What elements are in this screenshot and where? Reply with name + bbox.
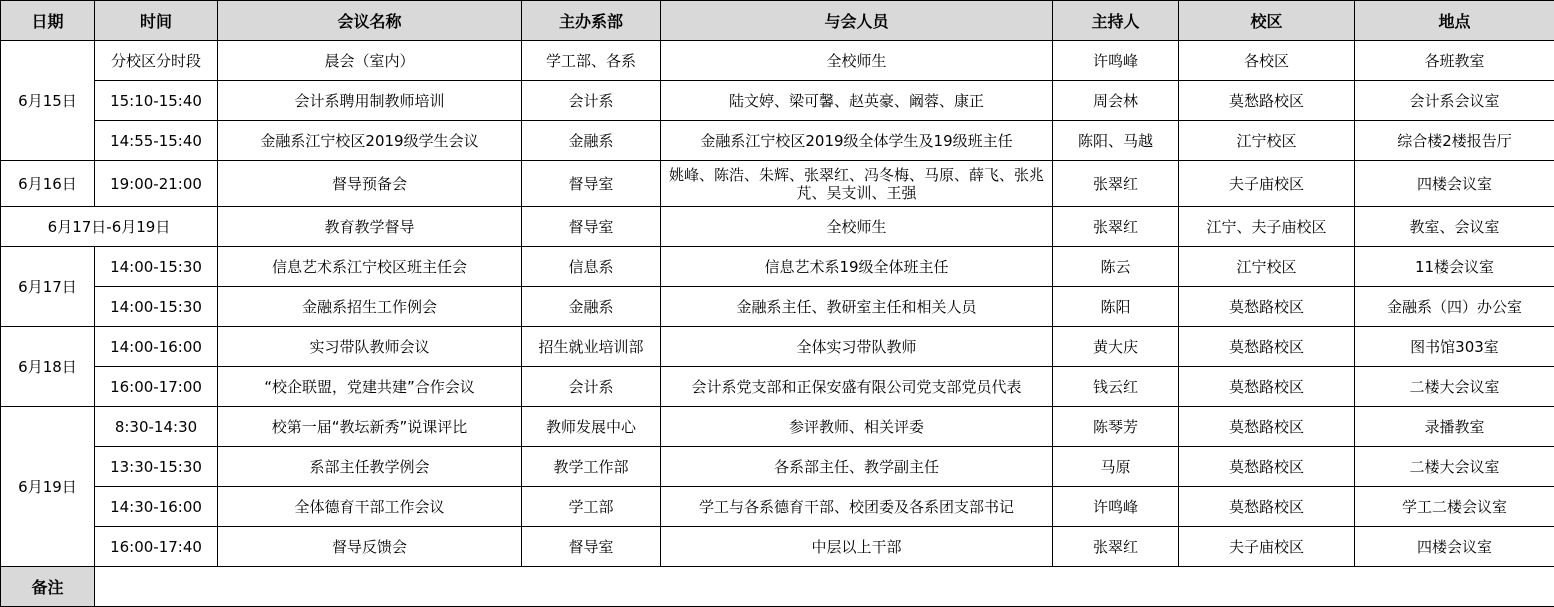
organizer-cell: 教师发展中心	[522, 407, 661, 447]
time-cell: 分校区分时段	[95, 41, 218, 81]
table-row	[1, 287, 1554, 327]
host-cell: 陈云	[1053, 247, 1179, 287]
campus-cell: 江宁、夫子庙校区	[1179, 207, 1355, 247]
time-cell: 14:00-15:30	[95, 247, 218, 287]
organizer-cell: 督导室	[522, 207, 661, 247]
time-cell: 13:30-15:30	[95, 447, 218, 487]
meeting-name-cell: 督导反馈会	[218, 527, 522, 567]
host-cell: 陈阳	[1053, 287, 1179, 327]
campus-cell: 江宁校区	[1179, 121, 1355, 161]
note-label: 备注	[1, 567, 95, 607]
table-row	[1, 447, 1554, 487]
attendees-cell: 金融系江宁校区2019级全体学生及19级班主任	[661, 121, 1053, 161]
location-cell: 二楼大会议室	[1355, 447, 1554, 487]
time-cell: 19:00-21:00	[95, 161, 218, 207]
host-cell: 马原	[1053, 447, 1179, 487]
attendees-cell: 全体实习带队教师	[661, 327, 1053, 367]
campus-cell: 夫子庙校区	[1179, 527, 1355, 567]
campus-cell: 江宁校区	[1179, 247, 1355, 287]
host-cell: 许鸣峰	[1053, 41, 1179, 81]
table-row	[1, 487, 1554, 527]
time-cell: 14:30-16:00	[95, 487, 218, 527]
organizer-cell: 招生就业培训部	[522, 327, 661, 367]
meeting-name-cell: 会计系聘用制教师培训	[218, 81, 522, 121]
organizer-cell: 督导室	[522, 161, 661, 207]
attendees-cell: 信息艺术系19级全体班主任	[661, 247, 1053, 287]
campus-cell: 莫愁路校区	[1179, 407, 1355, 447]
host-cell: 张翠红	[1053, 527, 1179, 567]
table-row	[1, 327, 1554, 367]
time-cell: 14:00-16:00	[95, 327, 218, 367]
table-row	[1, 41, 1554, 81]
meeting-name-cell: “校企联盟，党建共建”合作会议	[218, 367, 522, 407]
campus-cell: 莫愁路校区	[1179, 367, 1355, 407]
location-cell: 学工二楼会议室	[1355, 487, 1554, 527]
host-cell: 陈琴芳	[1053, 407, 1179, 447]
organizer-cell: 会计系	[522, 367, 661, 407]
location-cell: 教室、会议室	[1355, 207, 1554, 247]
date-cell: 6月15日	[1, 41, 95, 161]
note-value	[95, 567, 1554, 607]
date-cell: 6月17日	[1, 247, 95, 327]
date-cell: 6月16日	[1, 161, 95, 207]
attendees-cell: 学工与各系德育干部、校团委及各系团支部书记	[661, 487, 1053, 527]
attendees-cell: 金融系主任、教研室主任和相关人员	[661, 287, 1053, 327]
attendees-cell: 全校师生	[661, 207, 1053, 247]
host-cell: 张翠红	[1053, 207, 1179, 247]
location-cell: 四楼会议室	[1355, 161, 1554, 207]
attendees-cell: 陆文婷、梁可馨、赵英豪、阚蓉、康正	[661, 81, 1053, 121]
date-span-cell: 6月17日-6月19日	[1, 207, 218, 247]
table-row	[1, 161, 1554, 207]
header-campus: 校区	[1179, 1, 1355, 41]
location-cell: 二楼大会议室	[1355, 367, 1554, 407]
organizer-cell: 会计系	[522, 81, 661, 121]
host-cell: 陈阳、马越	[1053, 121, 1179, 161]
header-host: 主持人	[1053, 1, 1179, 41]
header-location: 地点	[1355, 1, 1554, 41]
campus-cell: 莫愁路校区	[1179, 287, 1355, 327]
host-cell: 黄大庆	[1053, 327, 1179, 367]
attendees-cell: 各系部主任、教学副主任	[661, 447, 1053, 487]
time-cell: 14:55-15:40	[95, 121, 218, 161]
location-cell: 录播教室	[1355, 407, 1554, 447]
meeting-name-cell: 全体德育干部工作会议	[218, 487, 522, 527]
table-row	[1, 527, 1554, 567]
header-attendees: 与会人员	[661, 1, 1053, 41]
campus-cell: 夫子庙校区	[1179, 161, 1355, 207]
table-row	[1, 247, 1554, 287]
meeting-name-cell: 教育教学督导	[218, 207, 522, 247]
campus-cell: 莫愁路校区	[1179, 81, 1355, 121]
organizer-cell: 督导室	[522, 527, 661, 567]
time-cell: 16:00-17:00	[95, 367, 218, 407]
note-row	[1, 567, 1554, 607]
header-row	[1, 1, 1554, 41]
meeting-name-cell: 校第一届“教坛新秀”说课评比	[218, 407, 522, 447]
host-cell: 张翠红	[1053, 161, 1179, 207]
date-cell: 6月18日	[1, 327, 95, 407]
organizer-cell: 学工部、各系	[522, 41, 661, 81]
meeting-name-cell: 实习带队教师会议	[218, 327, 522, 367]
table-row	[1, 81, 1554, 121]
time-cell: 8:30-14:30	[95, 407, 218, 447]
location-cell: 11楼会议室	[1355, 247, 1554, 287]
table-row	[1, 367, 1554, 407]
campus-cell: 各校区	[1179, 41, 1355, 81]
time-cell: 14:00-15:30	[95, 287, 218, 327]
campus-cell: 莫愁路校区	[1179, 487, 1355, 527]
host-cell: 周会林	[1053, 81, 1179, 121]
location-cell: 图书馆303室	[1355, 327, 1554, 367]
campus-cell: 莫愁路校区	[1179, 447, 1355, 487]
organizer-cell: 金融系	[522, 287, 661, 327]
organizer-cell: 信息系	[522, 247, 661, 287]
campus-cell: 莫愁路校区	[1179, 327, 1355, 367]
meeting-name-cell: 金融系招生工作例会	[218, 287, 522, 327]
location-cell: 各班教室	[1355, 41, 1554, 81]
meeting-name-cell: 晨会（室内）	[218, 41, 522, 81]
time-cell: 15:10-15:40	[95, 81, 218, 121]
organizer-cell: 金融系	[522, 121, 661, 161]
host-cell: 钱云红	[1053, 367, 1179, 407]
location-cell: 金融系（四）办公室	[1355, 287, 1554, 327]
organizer-cell: 教学工作部	[522, 447, 661, 487]
header-time: 时间	[95, 1, 218, 41]
time-cell: 16:00-17:40	[95, 527, 218, 567]
date-cell: 6月19日	[1, 407, 95, 567]
meeting-name-cell: 督导预备会	[218, 161, 522, 207]
location-cell: 四楼会议室	[1355, 527, 1554, 567]
table-row	[1, 121, 1554, 161]
table-row	[1, 207, 1554, 247]
table-row	[1, 407, 1554, 447]
attendees-cell: 姚峰、陈浩、朱辉、张翠红、冯冬梅、马原、薛飞、张兆芃、吴支训、王强	[661, 161, 1053, 207]
host-cell: 许鸣峰	[1053, 487, 1179, 527]
meeting-name-cell: 信息艺术系江宁校区班主任会	[218, 247, 522, 287]
organizer-cell: 学工部	[522, 487, 661, 527]
attendees-cell: 参评教师、相关评委	[661, 407, 1053, 447]
location-cell: 会计系会议室	[1355, 81, 1554, 121]
header-meeting-name: 会议名称	[218, 1, 522, 41]
meeting-name-cell: 金融系江宁校区2019级学生会议	[218, 121, 522, 161]
meeting-name-cell: 系部主任教学例会	[218, 447, 522, 487]
attendees-cell: 全校师生	[661, 41, 1053, 81]
header-date: 日期	[1, 1, 95, 41]
location-cell: 综合楼2楼报告厅	[1355, 121, 1554, 161]
attendees-cell: 中层以上干部	[661, 527, 1053, 567]
attendees-cell: 会计系党支部和正保安盛有限公司党支部党员代表	[661, 367, 1053, 407]
header-organizer: 主办系部	[522, 1, 661, 41]
